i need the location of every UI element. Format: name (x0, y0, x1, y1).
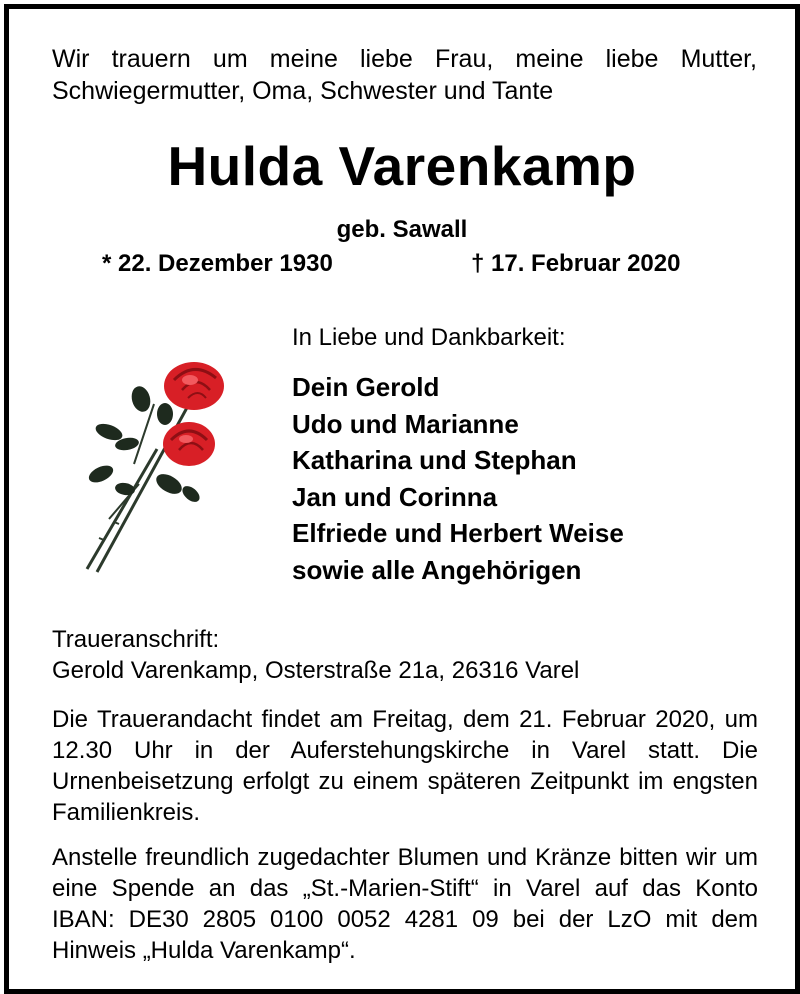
donation-paragraph: Anstelle freundlich zugedachter Blumen und Kränze bitten wir um eine Spende an das „St.-Marien-Stift“ in Varel auf das Konto IBAN: DE30 2805 0100 0052 4281 09 bei der LzO mit dem Hinweis „Hulda Varenkamp“. (52, 844, 758, 964)
death-date: † 17. Februar 2020 (471, 250, 681, 277)
ceremony-paragraph: Die Trauerandacht findet am Freitag, dem 21. Februar 2020, um 12.30 Uhr in der Auferstehungskirche in Varel statt. Die Urnenbeisetzung erfolgt zu einem späteren Zeitpunkt im engsten Familienkreis. (52, 706, 758, 826)
mourner-entry: Elfriede und Herbert Weise (292, 518, 624, 549)
obituary-notice (4, 4, 800, 994)
mourner-entry: Dein Gerold (292, 372, 440, 402)
thanks-line: In Liebe und Dankbarkeit: (292, 324, 566, 351)
mourning-address: Gerold Varenkamp, Osterstraße 21a, 26316 Varel (52, 657, 580, 684)
mourner-entry: Udo und Marianne (292, 408, 519, 439)
mourners-list (292, 369, 624, 589)
mourner-entry: Katharina und Stephan (292, 445, 577, 476)
intro-text: Wir trauern um meine liebe Frau, meine liebe Mutter, Schwiegermutter, Oma, Schwester und Tante (52, 45, 757, 105)
mourner-entry: sowie alle Angehörigen (292, 554, 582, 585)
deceased-name: Hulda Varenkamp (167, 135, 637, 197)
address-label: Traueranschrift: (52, 626, 220, 653)
mourner-entry: Jan und Corinna (292, 481, 498, 512)
birth-name: geb. Sawall (336, 216, 468, 243)
roses-icon (79, 344, 259, 584)
birth-date: * 22. Dezember 1930 (102, 250, 333, 277)
